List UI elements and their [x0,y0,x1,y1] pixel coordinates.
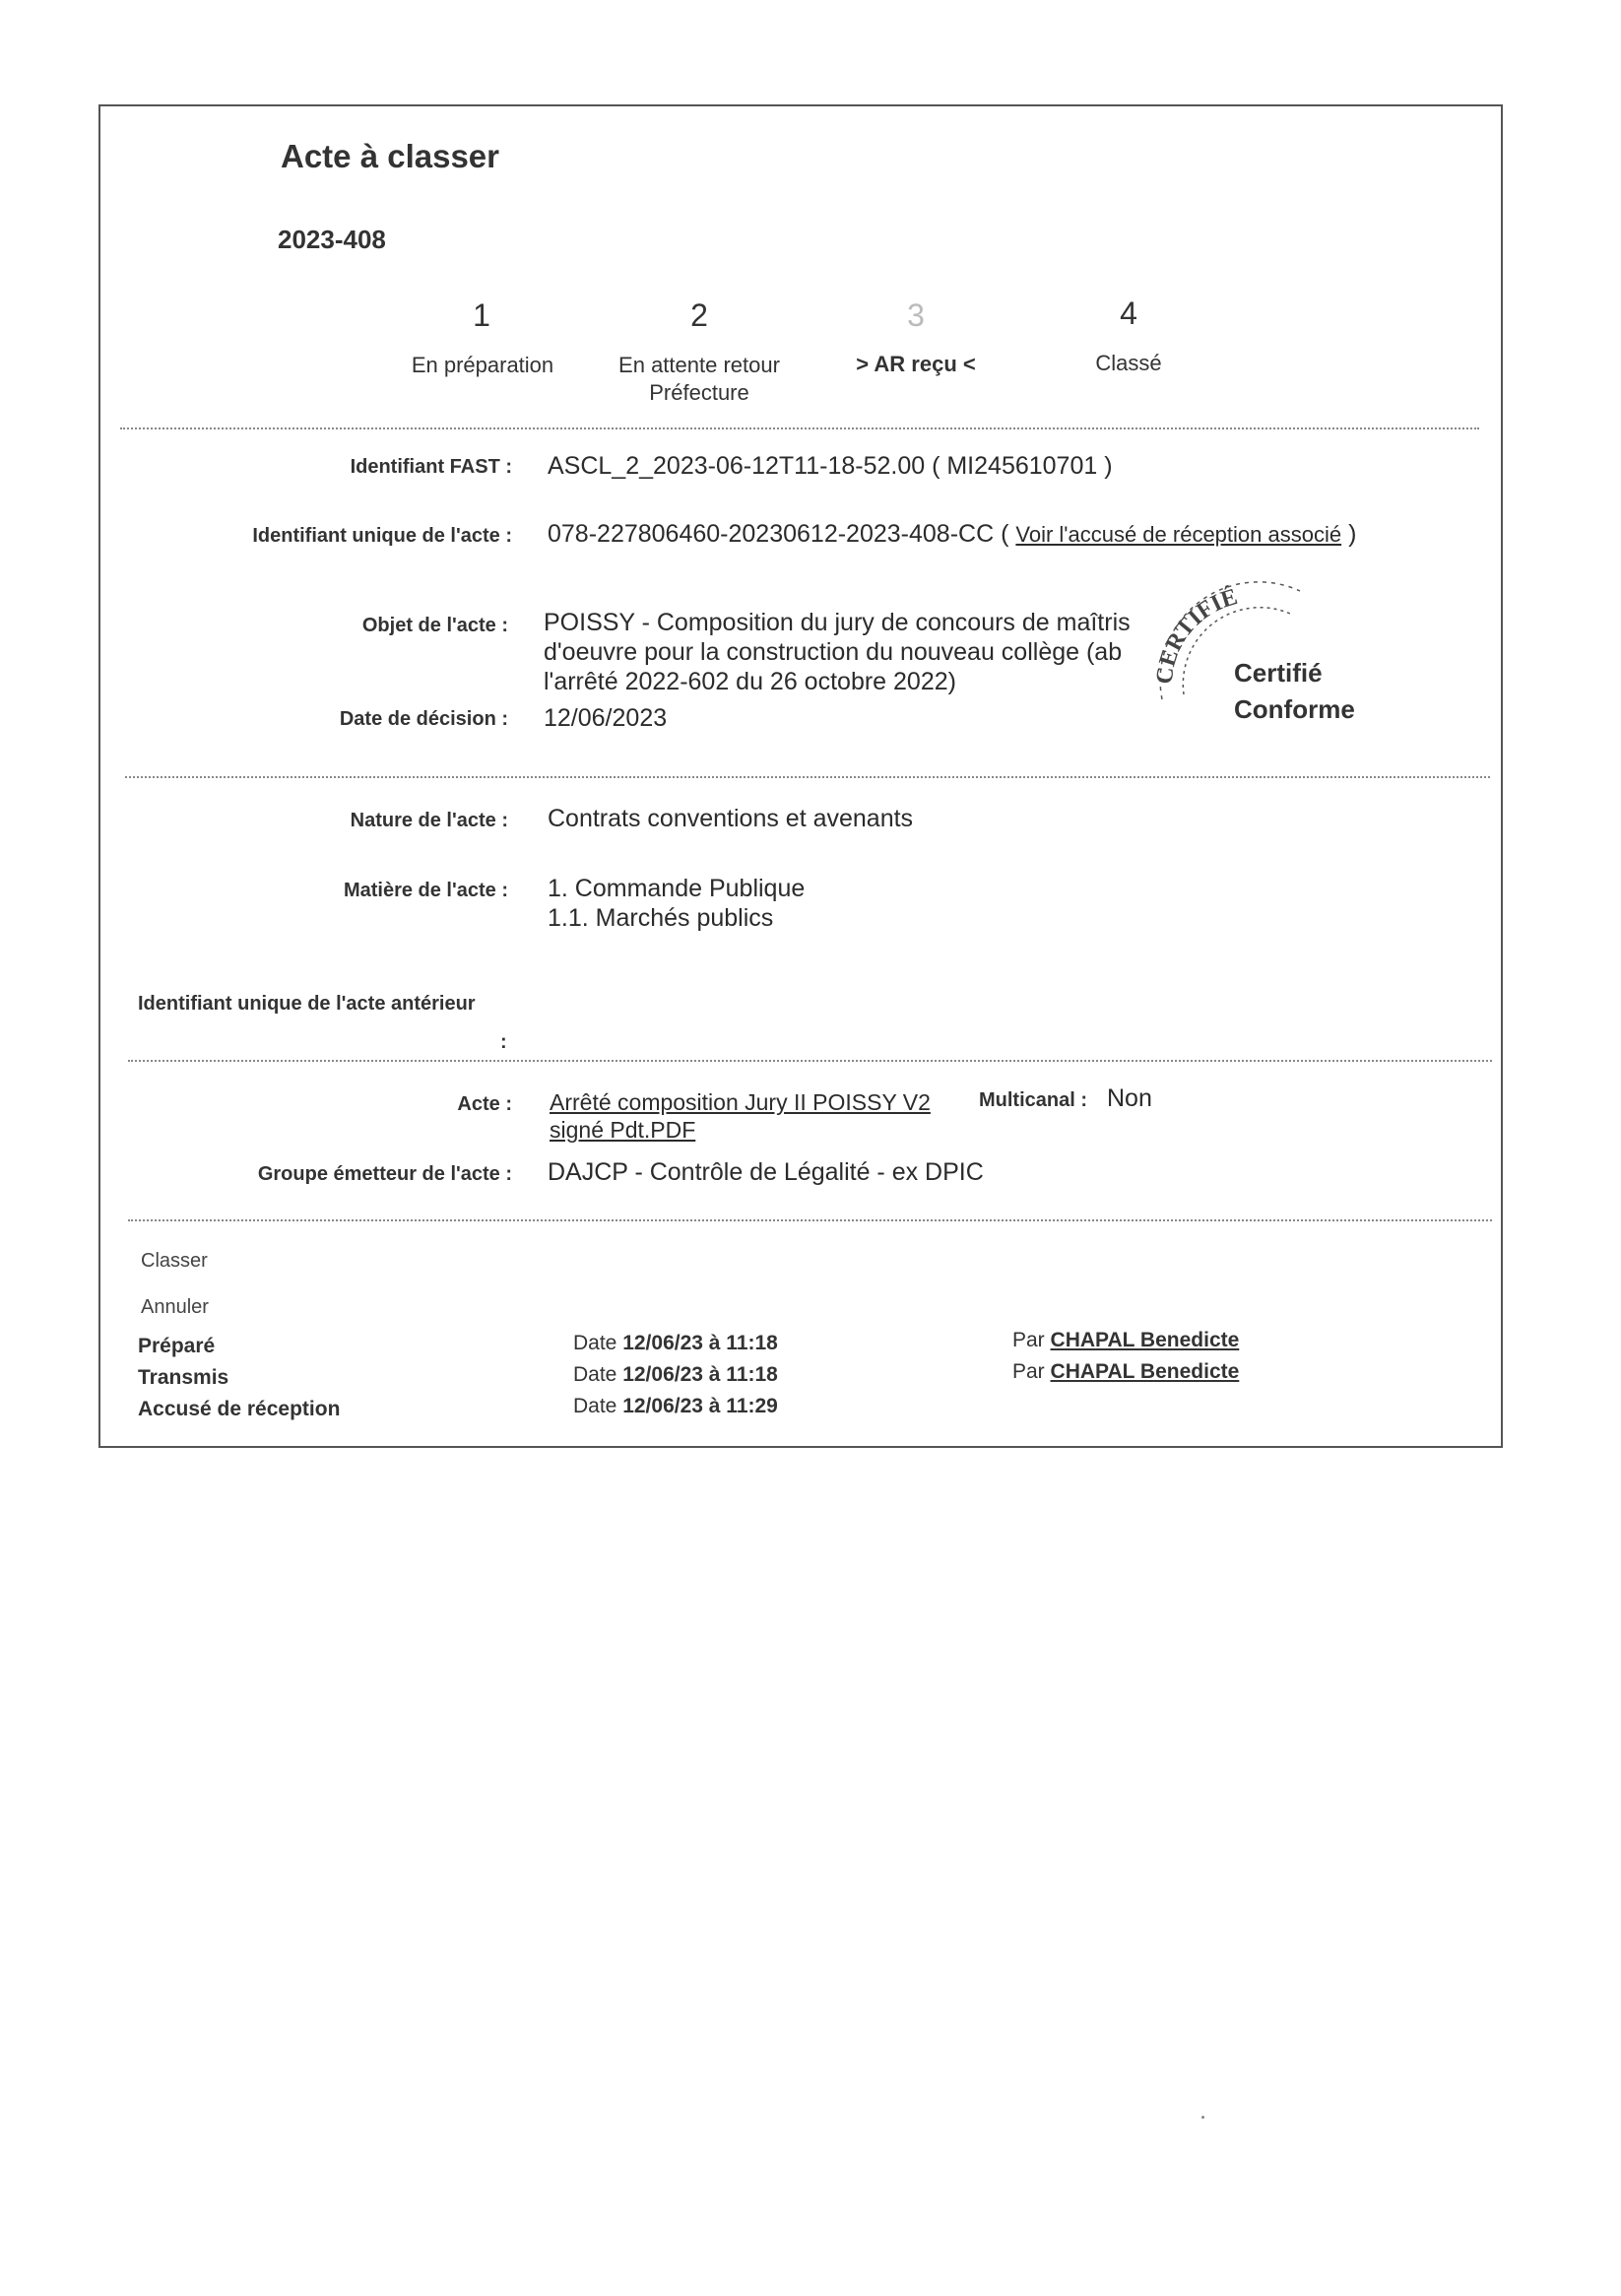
stamp-line-1: Certifié [1234,658,1323,688]
step-3-label: > AR reçu < [856,352,976,376]
matiere-line-1: 1. Commande Publique [548,875,806,902]
identifiant-unique-suffix: ) [1348,520,1357,548]
scan-speck [1201,2116,1204,2119]
user-link[interactable]: CHAPAL Benedicte [1050,1329,1240,1351]
history-label-accuse: Accusé de réception [138,1398,341,1420]
groupe-emetteur-value: DAJCP - Contrôle de Légalité - ex DPIC [548,1158,984,1186]
separator [128,1219,1492,1221]
matiere-label: Matière de l'acte : [343,880,508,901]
date-decision-label: Date de décision : [339,708,508,730]
step-1-number: 1 [473,297,490,333]
classer-button[interactable]: Classer [141,1250,208,1272]
history-label-prepare: Préparé [138,1335,216,1357]
history-date-accuse: Date 12/06/23 à 11:29 [573,1395,778,1417]
page-title: Acte à classer [281,138,499,174]
step-2-label-line2: Préfecture [649,380,749,405]
annuler-button[interactable]: Annuler [141,1296,209,1318]
step-4-number: 4 [1120,295,1137,331]
step-2-label: En attente retour [618,353,780,377]
acte-label: Acte : [457,1093,512,1115]
step-1-label: En préparation [411,353,554,377]
identifiant-fast-label: Identifiant FAST : [350,456,512,478]
history-date-prepare: Date 12/06/23 à 11:18 [573,1332,778,1354]
identifiant-unique-value: 078-227806460-20230612-2023-408-CC ( [548,520,1009,548]
history-date-transmis: Date 12/06/23 à 11:18 [573,1363,778,1386]
stamp-line-2: Conforme [1234,694,1355,724]
identifiant-fast-value: ASCL_2_2023-06-12T11-18-52.00 ( MI245610701 ) [548,452,1113,480]
separator [120,427,1479,429]
stamp-arc-text: CERTIFIÉ [1151,584,1241,686]
separator [125,776,1490,778]
step-2-number: 2 [690,297,708,333]
objet-line-1: POISSY - Composition du jury de concours de maîtris [544,609,1131,636]
identifiant-unique-row [548,519,1356,550]
acte-pdf-link[interactable]: Arrêté composition Jury II POISSY V2 [550,1089,931,1115]
acte-anterieur-colon: : [500,1031,507,1053]
history-par-transmis: Par CHAPAL Benedicte [1012,1360,1240,1383]
objet-label: Objet de l'acte : [361,615,508,636]
date-decision-value: 12/06/2023 [544,704,668,732]
acte-anterieur-label: Identifiant unique de l'acte antérieur [138,993,476,1015]
acte-pdf-link-line2[interactable]: signé Pdt.PDF [550,1117,696,1143]
identifiant-unique-label: Identifiant unique de l'acte : [252,525,512,547]
history-label-transmis: Transmis [138,1366,229,1389]
nature-value: Contrats conventions et avenants [548,805,914,832]
objet-line-3: l'arrêté 2022-602 du 26 octobre 2022) [544,668,956,695]
separator [128,1060,1492,1062]
step-4-label: Classé [1095,351,1162,375]
step-3-number: 3 [907,297,925,333]
user-link[interactable]: CHAPAL Benedicte [1050,1360,1240,1383]
matiere-line-2: 1.1. Marchés publics [548,904,774,932]
multicanal-value: Non [1107,1084,1152,1112]
history-par-prepare: Par CHAPAL Benedicte [1012,1329,1240,1351]
nature-label: Nature de l'acte : [350,810,508,831]
acte-number: 2023-408 [278,225,386,254]
multicanal-label: Multicanal : [979,1089,1088,1111]
groupe-emetteur-label: Groupe émetteur de l'acte : [257,1163,512,1185]
objet-line-2: d'oeuvre pour la construction du nouveau collège (ab [544,638,1123,666]
voir-accuse-link[interactable]: Voir l'accusé de réception associé [1015,522,1342,547]
